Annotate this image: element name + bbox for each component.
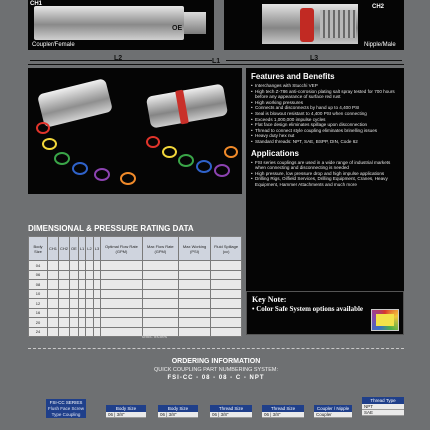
table-cell <box>101 280 143 290</box>
coupler-drawing <box>28 0 214 50</box>
series-box <box>46 399 86 430</box>
table-cell <box>93 299 100 309</box>
list-item: • Thread to connect style coupling eliminates brinelling issues <box>251 128 399 134</box>
table-cell <box>211 261 242 271</box>
table-cell <box>142 280 178 290</box>
table-cell <box>78 289 85 299</box>
nipple-thread-graphic <box>320 10 356 38</box>
table-cell <box>70 327 79 337</box>
table-cell <box>101 261 143 271</box>
order-column-header: Thread Type <box>362 397 404 404</box>
table-header-cell: L3 <box>93 237 100 261</box>
table-cell: 12 <box>29 299 48 309</box>
dimension-table-body <box>29 261 242 337</box>
list-item: • High tech Z-786 anti-corrosion plating salt spray tested for 700 hours before any appearance of surface red rust <box>251 89 399 100</box>
key-note-item: • Color Safe System options available <box>252 305 364 313</box>
table-row <box>29 289 242 299</box>
ring-green-2 <box>178 154 194 167</box>
table-cell <box>78 327 85 337</box>
table-cell <box>178 327 210 337</box>
ring-purple <box>94 168 110 181</box>
table-header-cell: Body Size <box>29 237 48 261</box>
order-column-body-size-1 <box>106 405 146 418</box>
table-cell <box>142 318 178 328</box>
table-cell <box>86 318 93 328</box>
table-row <box>29 280 242 290</box>
table-cell <box>178 289 210 299</box>
table-title: DIMENSIONAL & PRESSURE RATING DATA <box>28 224 194 233</box>
ring-yellow-2 <box>162 146 177 158</box>
table-cell: 20 <box>29 318 48 328</box>
table-row <box>29 318 242 328</box>
table-cell <box>70 308 79 318</box>
table-cell <box>86 308 93 318</box>
table-cell: 10 <box>29 289 48 299</box>
order-column-cell: 06 | 3/8" <box>158 412 198 418</box>
table-cell <box>86 289 93 299</box>
table-cell <box>178 308 210 318</box>
nipple-type-label: Nipple/Male <box>364 42 396 48</box>
table-cell <box>211 289 242 299</box>
l3-label: L3 <box>310 55 319 62</box>
list-item: • Connects and disconnects by hand up to 4,400 PSI <box>251 105 399 111</box>
list-item: • High pressure, low pressure drop and high impulse applications <box>251 171 399 177</box>
table-cell <box>142 261 178 271</box>
table-cell <box>48 308 59 318</box>
table-cell <box>48 280 59 290</box>
table-cell <box>59 270 70 280</box>
table-header-cell: OE <box>70 237 79 261</box>
ring-blue-2 <box>196 160 212 173</box>
table-cell <box>70 261 79 271</box>
table-cell <box>178 280 210 290</box>
table-header-cell: CH1 <box>48 237 59 261</box>
features-list <box>251 83 399 145</box>
table-cell <box>93 270 100 280</box>
table-cell <box>86 299 93 309</box>
table-cell <box>78 270 85 280</box>
ring-orange <box>120 172 136 185</box>
table-cell <box>93 318 100 328</box>
table-cell <box>211 327 242 337</box>
applications-list <box>251 160 399 188</box>
oe-label: OE <box>172 25 183 32</box>
part-number-example: FSI-CC - 08 - 08 - C - NPT <box>167 375 265 381</box>
ring-orange-2 <box>224 146 238 158</box>
table-cell <box>211 280 242 290</box>
table-cell <box>48 327 59 337</box>
table-cell <box>70 280 79 290</box>
series-header: FSI-CC SERIES <box>46 399 86 406</box>
table-cell <box>86 261 93 271</box>
order-column-header: Body Size <box>158 405 198 412</box>
table-cell <box>178 299 210 309</box>
list-item: • Exceeds 1,000,000 impulse cycles <box>251 117 399 123</box>
table-cell <box>101 318 143 328</box>
order-column-cell: 06 | 3/8" <box>262 412 304 418</box>
table-header-cell: Max Flow Rate (GPM) <box>142 237 178 261</box>
l2-label: L2 <box>114 55 123 62</box>
table-cell <box>211 318 242 328</box>
order-column-header: Body Size <box>106 405 146 412</box>
order-column-body-size-2 <box>158 405 198 418</box>
table-cell <box>78 318 85 328</box>
table-cell <box>59 289 70 299</box>
table-header-cell: Max Working (PSI) <box>178 237 210 261</box>
table-cell <box>178 261 210 271</box>
features-heading: Features and Benefits <box>251 72 335 81</box>
table-cell <box>59 308 70 318</box>
table-cell <box>70 299 79 309</box>
list-item: • Flat face design eliminates spillage upon disconnection <box>251 122 399 128</box>
table-cell <box>142 270 178 280</box>
key-note-title: Key Note: <box>252 295 287 304</box>
table-row <box>29 327 242 337</box>
table-cell <box>101 289 143 299</box>
table-cell: 08 <box>29 280 48 290</box>
order-column-thread-type <box>362 397 404 416</box>
table-cell <box>93 308 100 318</box>
table-cell: 04 <box>29 261 48 271</box>
table-cell <box>211 299 242 309</box>
units-note: units: inches <box>142 334 168 339</box>
ring-purple-2 <box>214 164 230 177</box>
table-cell: 24 <box>29 327 48 337</box>
table-row <box>29 299 242 309</box>
table-cell <box>93 289 100 299</box>
table-cell <box>101 299 143 309</box>
ring-yellow <box>42 138 57 150</box>
product-photo <box>28 68 242 194</box>
order-column-header: Thread Size <box>210 405 252 412</box>
order-column-cell: Coupler <box>314 412 352 418</box>
table-row <box>29 270 242 280</box>
order-column-header: Thread Size <box>262 405 304 412</box>
order-column-cell: 06 | 3/8" <box>210 412 252 418</box>
table-header-cell: Fluid Spillage (cc) <box>211 237 242 261</box>
order-column-cell: NPT <box>362 404 404 410</box>
table-cell: 06 <box>29 270 48 280</box>
table-cell <box>59 280 70 290</box>
table-cell <box>78 261 85 271</box>
table-header-cell: Optimal Flow Rate (GPM) <box>101 237 143 261</box>
table-cell <box>142 289 178 299</box>
table-cell <box>178 318 210 328</box>
list-item: • Heavy duty hex nut <box>251 133 399 139</box>
table-cell <box>86 280 93 290</box>
table-row <box>29 308 242 318</box>
table-cell <box>78 308 85 318</box>
list-item: • Standard threads: NPT, SAE, BSPP, DIN, Code 62 <box>251 139 399 145</box>
table-cell <box>93 261 100 271</box>
table-cell <box>93 280 100 290</box>
table-header-row <box>29 237 242 261</box>
applications-heading: Applications <box>251 148 300 158</box>
table-cell <box>101 327 143 337</box>
color-safe-logo-center <box>376 314 394 326</box>
table-cell <box>70 270 79 280</box>
dimension-table <box>28 236 242 337</box>
l1-label: L1 <box>212 58 221 65</box>
table-cell <box>48 289 59 299</box>
table-cell <box>211 308 242 318</box>
ordering-title: ORDERING INFORMATION <box>171 358 261 365</box>
table-cell <box>48 261 59 271</box>
table-cell <box>78 299 85 309</box>
table-cell <box>48 299 59 309</box>
ring-blue <box>72 162 88 175</box>
ring-red <box>36 122 50 134</box>
table-cell <box>59 318 70 328</box>
ch1-label: CH1 <box>30 1 43 7</box>
list-item: • Interchanges with Stucchi VEP <box>251 83 399 89</box>
series-description: Flush Face Screw Type Coupling <box>47 406 84 417</box>
table-cell <box>59 327 70 337</box>
table-cell <box>78 280 85 290</box>
order-column-coupler-nipple <box>314 405 352 418</box>
table-cell <box>211 270 242 280</box>
ring-green <box>54 152 70 165</box>
list-item: • FSI series couplings are used in a wide range of industrial markets when connecting and disconnecting is needed <box>251 160 399 171</box>
table-row <box>29 261 242 271</box>
table-cell: 16 <box>29 308 48 318</box>
table-cell <box>93 327 100 337</box>
ordering-section <box>28 348 404 430</box>
table-cell <box>70 318 79 328</box>
table-cell <box>48 318 59 328</box>
table-cell <box>86 327 93 337</box>
table-cell <box>59 261 70 271</box>
nipple-seal-graphic <box>300 8 314 42</box>
table-cell <box>101 308 143 318</box>
order-column-thread-size-2 <box>262 405 304 418</box>
table-cell <box>142 308 178 318</box>
table-cell <box>59 299 70 309</box>
table-cell <box>70 289 79 299</box>
color-safe-logo <box>371 309 399 331</box>
table-cell <box>178 270 210 280</box>
list-item: • Seal is blowout resistant to 4,400 PSI when connecting <box>251 111 399 117</box>
order-column-header: Coupler / Nipple <box>314 405 352 412</box>
table-header-cell: L1 <box>78 237 85 261</box>
ring-red-2 <box>146 136 160 148</box>
table-cell <box>86 270 93 280</box>
table-cell <box>101 270 143 280</box>
order-column-cell: SAE <box>362 410 404 416</box>
ch2-label: CH2 <box>372 4 385 10</box>
coupler-photo <box>37 78 113 128</box>
table-cell <box>48 270 59 280</box>
order-column-cell: 06 | 3/8" <box>106 412 146 418</box>
list-item: • High working pressures <box>251 100 399 106</box>
key-note-box <box>246 291 404 335</box>
table-header-cell: L2 <box>86 237 93 261</box>
table-cell <box>142 299 178 309</box>
ordering-subtitle: QUICK COUPLING PART NUMBERING SYSTEM: <box>153 367 279 373</box>
features-panel <box>246 68 404 308</box>
coupler-body-graphic <box>34 6 184 40</box>
order-column-thread-size-1 <box>210 405 252 418</box>
list-item: • Drilling Rigs, Oilfield Services, Drilling Equipment, Cranes, Heavy Equipment, Hammer Attachments and much more <box>251 176 399 187</box>
table-header-cell: CH2 <box>59 237 70 261</box>
coupler-type-label: Coupler/Female <box>32 42 75 48</box>
coupler-nose-graphic <box>184 12 206 34</box>
